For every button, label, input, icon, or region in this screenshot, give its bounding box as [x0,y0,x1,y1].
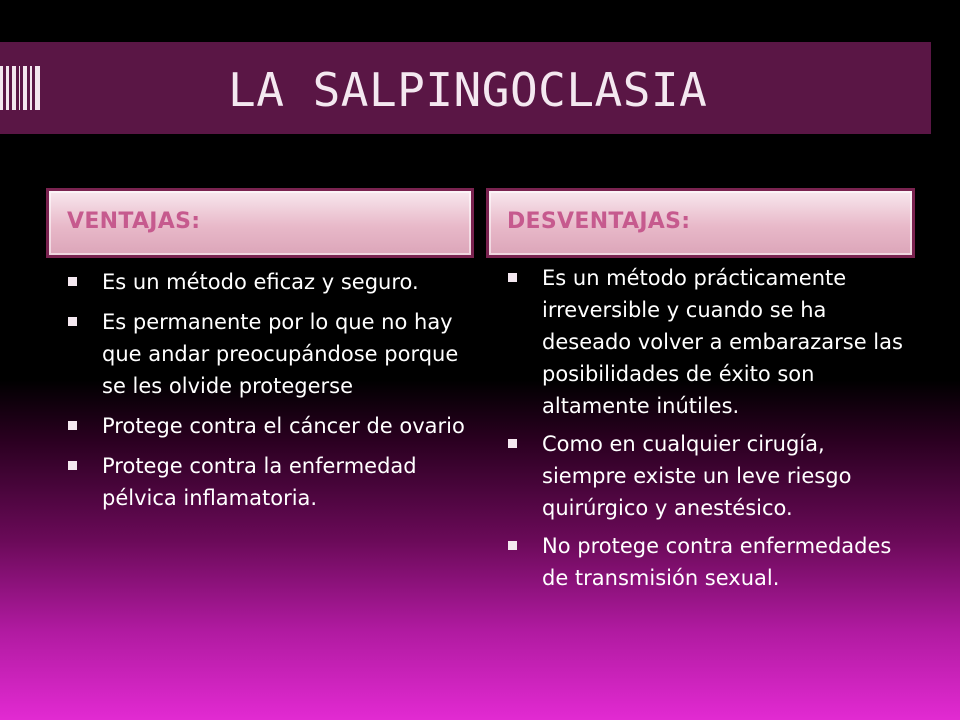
square-bullet-icon [508,273,517,282]
ventajas-header-label: VENTAJAS: [67,209,201,234]
square-bullet-icon [68,317,77,326]
list-item-text: No protege contra enfermedades de transmisión sexual. [542,534,892,590]
list-item [506,530,912,594]
list-item [66,266,474,298]
list-item [66,450,474,514]
desventajas-list [506,262,912,600]
list-item [66,410,474,442]
list-item-text: Protege contra la enfermedad pélvica inflamatoria. [102,454,417,510]
list-item-text: Es permanente por lo que no hay que andar preocupándose porque se les olvide protegerse [102,310,459,398]
square-bullet-icon [508,439,517,448]
square-bullet-icon [68,421,77,430]
desventajas-header [486,188,915,258]
list-item [506,262,912,422]
list-item [506,428,912,524]
list-item-text: Como en cualquier cirugía, siempre existe un leve riesgo quirúrgico y anestésico. [542,432,852,520]
ventajas-header [46,188,474,258]
slide-title: LA SALPINGOCLASIA [228,63,708,117]
list-item-text: Es un método prácticamente irreversible y cuando se ha deseado volver a embarazarse las posibilidades de éxito son altamente inútiles. [542,266,903,418]
desventajas-header-label: DESVENTAJAS: [507,209,691,234]
list-item-text: Protege contra el cáncer de ovario [102,414,465,438]
square-bullet-icon [508,541,517,550]
list-item-text: Es un método eficaz y seguro. [102,270,419,294]
square-bullet-icon [68,461,77,470]
vertical-stripes-icon [0,66,40,110]
square-bullet-icon [68,277,77,286]
list-item [66,306,474,402]
ventajas-list [66,266,474,522]
